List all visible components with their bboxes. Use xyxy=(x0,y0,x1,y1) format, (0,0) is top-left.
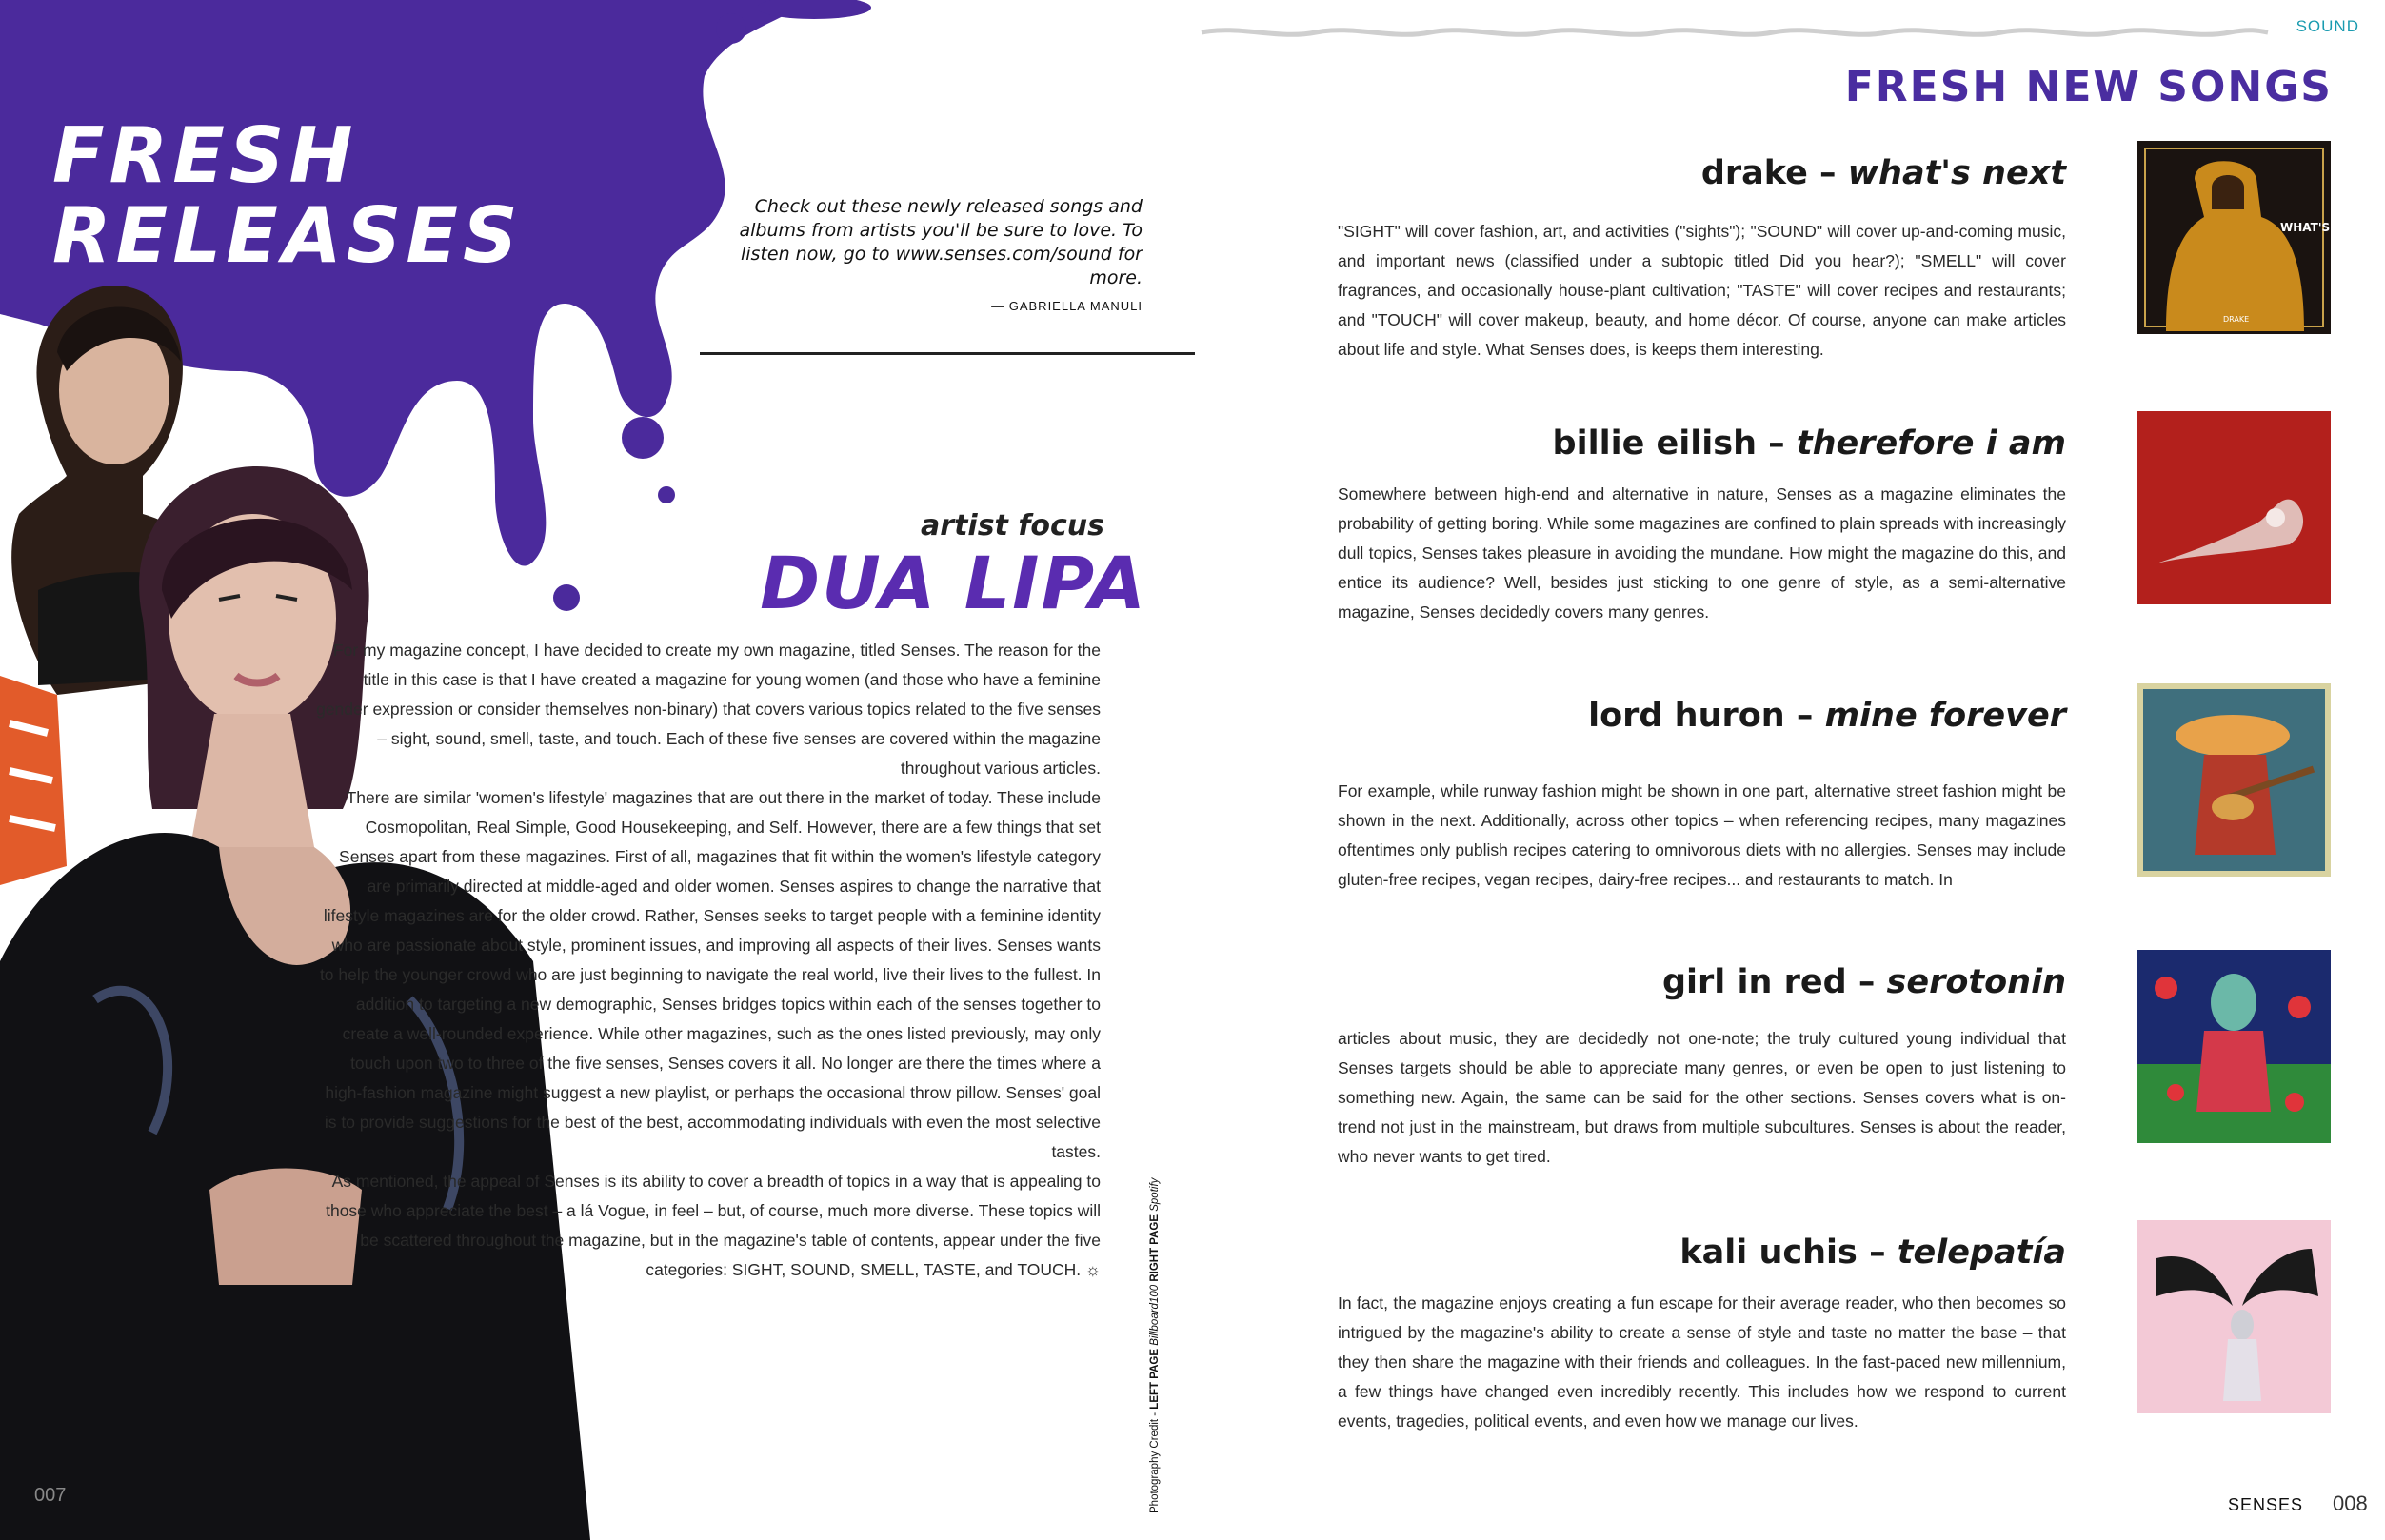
song-description: Somewhere between high-end and alternative in nature, Senses as a magazine eliminates the probability of getting boring. While some magazines are confined to plain spreads with increasingly dull topics, Senses takes pleasure in avoiding the mundane. How might the magazine do this, and entice its audience? Well, besides just sticking to one genre of style, as a semi-alternative magazine, Senses decidedly covers many genres. xyxy=(1338,484,2066,622)
song-entry xyxy=(1338,424,2385,643)
intro-credit: — GABRIELLA MANULI xyxy=(991,299,1143,313)
page-title: FRESH RELEASES xyxy=(52,111,523,280)
song-entry xyxy=(1338,697,2385,916)
section-heading: FRESH NEW SONGS xyxy=(1844,63,2333,111)
page-number-left: 007 xyxy=(34,1485,67,1506)
album-cover-lord-huron xyxy=(2137,683,2331,877)
album-cover-drake xyxy=(2137,141,2368,334)
article-paragraph: There are similar 'women's lifestyle' magazines that are out there in the market of today. These include Cosmopolitan, Real Simple, Good Housekeeping, and Self. However, there are a few things that set Senses apart from these magazines. First of all, magazines that fit within the women's lifestyle category are primarily directed at middle-aged and older women. Senses aspires to change the narrative that lifestyle magazines are for the older crowd. Rather, Senses seeks to target people with a feminine identity who are passionate about style, prominent issues, and improving all aspects of their lives. Senses wants to help the younger crowd who are just beginning to navigate the real world, live their lives to the fullest. In addition to targeting a new demographic, Senses bridges topics within each of the senses together to create a well-rounded experience. While other magazines, such as the ones listed previously, may only touch upon two to three of the five senses, Senses covers it all. No longer are there the times where a high-fashion magazine might suggest a new playlist, or perhaps the occasional throw pillow. Senses' goal is to provide suggestions for the best of the best, accommodating individuals with even the most selective tastes. xyxy=(319,788,1101,1161)
wavy-header-rule xyxy=(1202,21,2268,42)
artist-focus-kicker: artist focus xyxy=(921,509,1104,543)
song-description: articles about music, they are decidedly not one-note; the truly cultured young individual that Senses targets should be able to appreciate many genres, or even be open to just listening to something new. Again, the same can be said for the other sections. Senses covers what is on-trend not just in the mainstream, but draws from multiple subcultures. Senses is about the reader, who never wants to get tired. xyxy=(1338,1029,2066,1166)
artist-name-heading: DUA LIPA xyxy=(760,541,1147,625)
song-entry xyxy=(1338,154,2385,373)
song-description: "SIGHT" will cover fashion, art, and activities ("sights"); "SOUND" will cover up-and-coming music, and important news (classified under a subtopic titled Did you hear?); "SMELL" will cover fragrances, and occasionally house-plant cultivation; "TASTE" will cover recipes and restaurants; and "TOUCH" will cover makeup, beauty, and home décor. Of course, anyone can make articles about life and style. What Senses does, is keeps them interesting. xyxy=(1338,222,2066,359)
svg-text:DRAKE: DRAKE xyxy=(2223,315,2250,324)
article-paragraph: As mentioned, the appeal of Senses is its ability to cover a breadth of topics in a way that is appealing to those who appreciate the best – a lá Vogue, in feel – but, of course, much more diverse. These topics will be scattered throughout the magazine, but in the magazine's table of contents, appear under the five categories: SIGHT, SOUND, SMELL, TASTE, and TOUCH. ☼ xyxy=(326,1172,1101,1279)
svg-text:WHAT'S NEXT: WHAT'S NEXT xyxy=(2280,221,2368,234)
song-title: drake – what's next xyxy=(1700,154,2066,192)
left-article-body xyxy=(314,636,1101,1285)
article-paragraph: For my magazine concept, I have decided to create my own magazine, titled Senses. The reason for the title in this case is that I have created a magazine for young women (and those who have a feminine gender expression or consider themselves non-binary) that covers various topics related to the five senses – sight, sound, smell, taste, and touch. Each of these five senses are covered within the magazine throughout various articles. xyxy=(316,641,1101,778)
album-cover-girl-in-red xyxy=(2137,950,2331,1143)
album-cover-kali-uchis xyxy=(2137,1220,2331,1413)
magazine-brand: SENSES xyxy=(2228,1495,2304,1514)
song-title: billie eilish – therefore i am xyxy=(1552,424,2066,463)
section-tag: SOUND xyxy=(2296,17,2359,35)
divider-rule xyxy=(700,352,1195,355)
song-description: In fact, the magazine enjoys creating a fun escape for their average reader, who then becomes so intrigued by the magazine's ability to create a sense of style and taste no matter the base – that they then share the magazine with their friends and colleagues. In the fast-paced new millennium, a few things have changed even incredibly recently. This includes how we respond to current events, tragedies, political events, and even how we manage our lives. xyxy=(1338,1293,2066,1431)
song-entry xyxy=(1338,1234,2385,1452)
song-title: lord huron – mine forever xyxy=(1588,697,2066,735)
album-cover-billie-eilish xyxy=(2137,411,2331,604)
intro-blurb: Check out these newly released songs and albums from artists you'll be sure to love. To listen now, go to www.senses.com/sound for more. xyxy=(739,196,1143,288)
page-number-right: 008 xyxy=(2333,1491,2368,1515)
song-title: kali uchis – telepatía xyxy=(1679,1234,2066,1272)
song-title: girl in red – serotonin xyxy=(1661,963,2066,1001)
photo-credit: Photography Credit - LEFT PAGE Billboard100 RIGHT PAGE Spotify xyxy=(1149,1177,1161,1513)
song-entry xyxy=(1338,963,2385,1182)
song-description: For example, while runway fashion might be shown in one part, alternative street fashion might be shown in the next. Additionally, across other topics – when referencing recipes, many magazines oftentimes only publish recipes catering to omnivorous diets with no allergies. Senses may include gluten-free recipes, vegan recipes, dairy-free recipes... and restaurants to match. In xyxy=(1338,781,2066,889)
